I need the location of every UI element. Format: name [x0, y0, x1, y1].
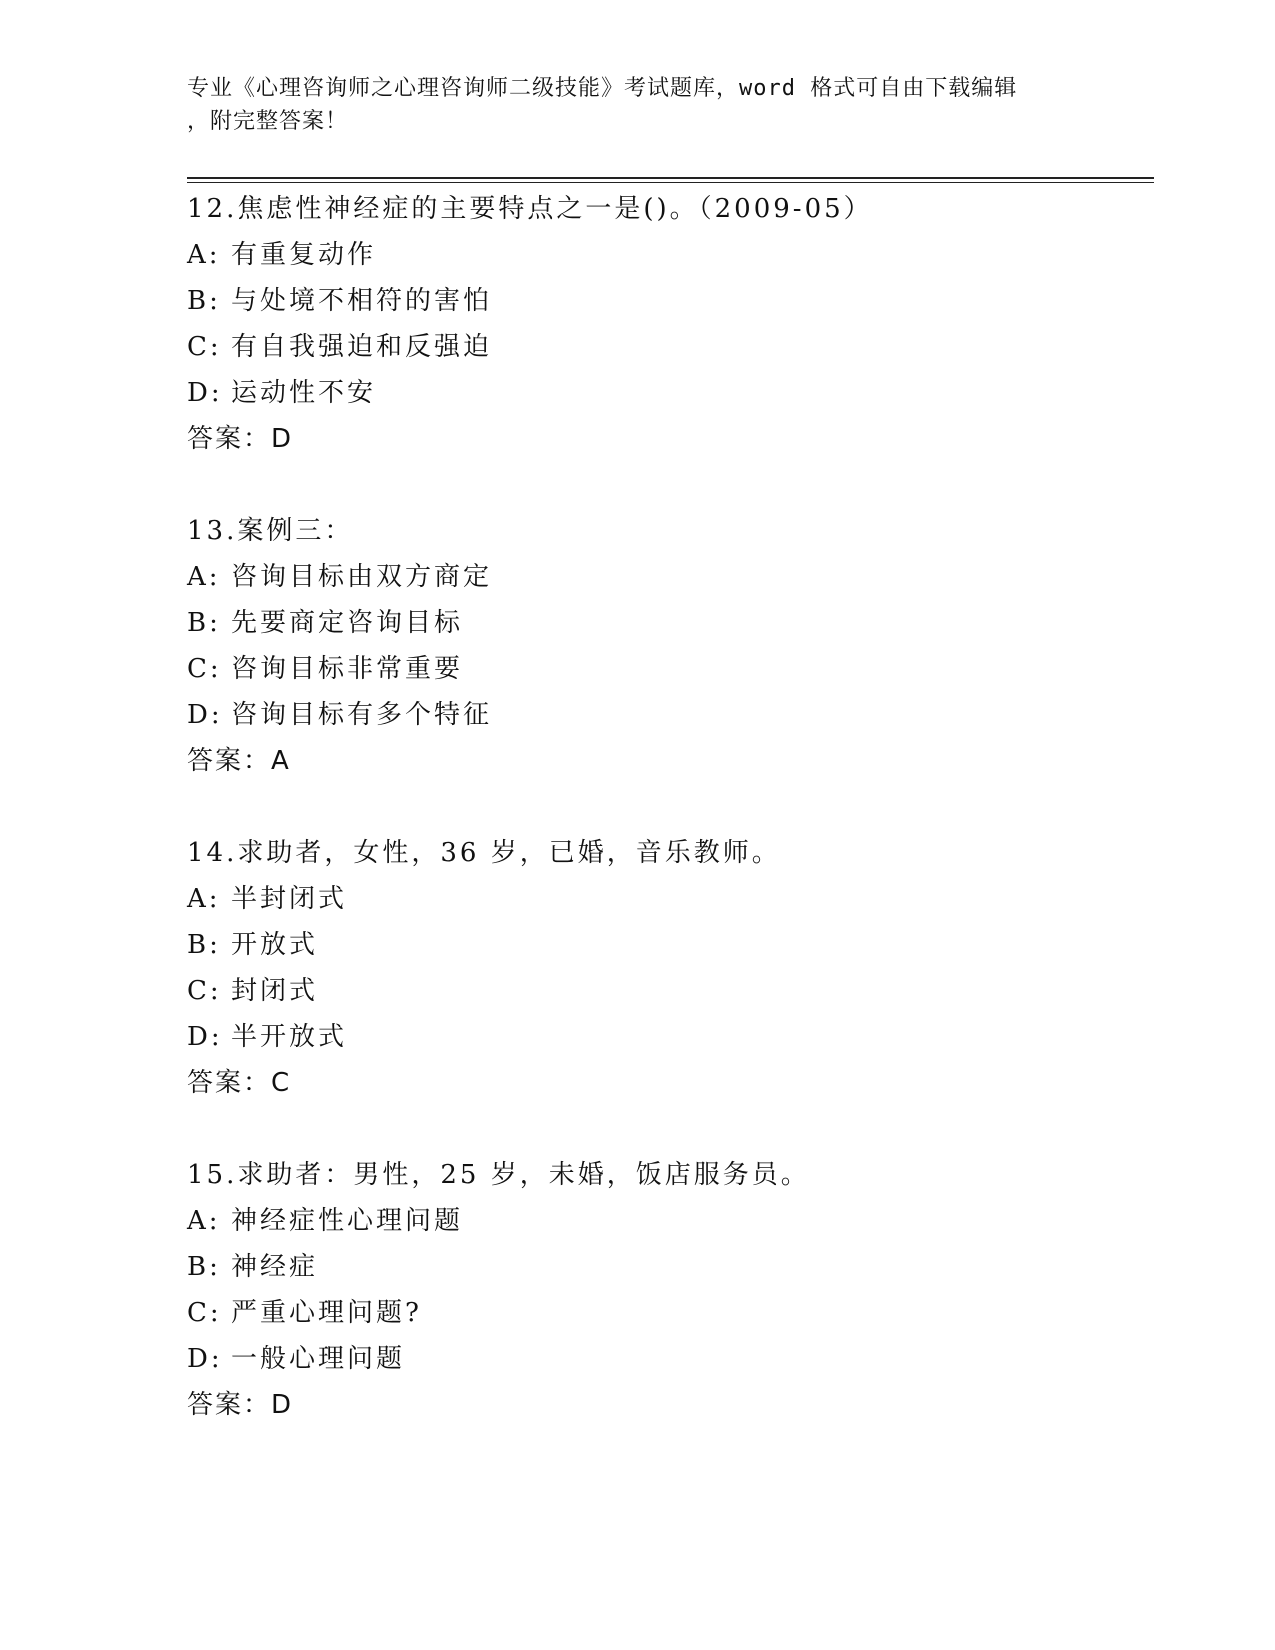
option-letter: B: [187, 286, 221, 316]
option-text: 运动性不安 [231, 378, 377, 408]
option-d [187, 1336, 1137, 1382]
question-stem: 12.焦虑性神经症的主要特点之一是()。（2009-05） [187, 194, 873, 224]
question-13 [187, 508, 1137, 784]
document-header [187, 72, 1087, 138]
header-line-1: 专业《心理咨询师之心理咨询师二级技能》考试题库，word 格式可自由下载编辑 [187, 76, 1018, 101]
answer: 答案：D [187, 1390, 294, 1420]
header-line-2: ，附完整答案！ [187, 109, 349, 134]
option-letter: D: [187, 378, 223, 408]
header-divider-thin [187, 182, 1154, 183]
option-text: 开放式 [231, 930, 319, 960]
question-stem: 13.案例三： [187, 516, 354, 546]
question-stem: 15.求助者：男性，25 岁，未婚，饭店服务员。 [187, 1160, 810, 1190]
answer: 答案：C [187, 1068, 292, 1098]
option-text: 封闭式 [231, 976, 319, 1006]
option-letter: C: [187, 654, 222, 684]
option-text: 与处境不相符的害怕 [231, 286, 493, 316]
answer: 答案：A [187, 746, 291, 776]
option-d [187, 370, 1137, 416]
option-c [187, 646, 1137, 692]
option-text: 神经症性心理问题 [231, 1206, 464, 1236]
option-letter: D: [187, 1344, 223, 1374]
option-a [187, 1198, 1137, 1244]
option-text: 咨询目标有多个特征 [231, 700, 493, 730]
option-text: 咨询目标非常重要 [231, 654, 464, 684]
option-c [187, 968, 1137, 1014]
option-letter: B: [187, 930, 221, 960]
option-letter: B: [187, 1252, 221, 1282]
question-14 [187, 830, 1137, 1106]
option-letter: D: [187, 700, 223, 730]
option-text: 神经症 [231, 1252, 319, 1282]
option-b [187, 922, 1137, 968]
option-letter: B: [187, 608, 221, 638]
option-letter: C: [187, 1298, 222, 1328]
option-d [187, 1014, 1137, 1060]
option-text: 半封闭式 [231, 884, 348, 914]
option-letter: D: [187, 1022, 223, 1052]
option-letter: C: [187, 332, 222, 362]
option-a [187, 554, 1137, 600]
option-b [187, 600, 1137, 646]
header-divider-thick [187, 177, 1154, 179]
question-stem: 14.求助者，女性，36 岁，已婚，音乐教师。 [187, 838, 781, 868]
option-b [187, 1244, 1137, 1290]
option-c [187, 324, 1137, 370]
question-12 [187, 186, 1137, 462]
option-a [187, 876, 1137, 922]
option-text: 咨询目标由双方商定 [231, 562, 493, 592]
option-letter: A: [187, 240, 221, 270]
option-letter: C: [187, 976, 222, 1006]
option-a [187, 232, 1137, 278]
option-text: 严重心理问题? [231, 1298, 422, 1328]
option-text: 先要商定咨询目标 [231, 608, 464, 638]
question-15 [187, 1152, 1137, 1428]
option-letter: A: [187, 562, 221, 592]
option-letter: A: [187, 884, 221, 914]
option-text: 一般心理问题 [231, 1344, 406, 1374]
option-b [187, 278, 1137, 324]
option-letter: A: [187, 1206, 221, 1236]
option-d [187, 692, 1137, 738]
option-text: 半开放式 [231, 1022, 348, 1052]
option-text: 有自我强迫和反强迫 [231, 332, 493, 362]
option-c [187, 1290, 1137, 1336]
answer: 答案：D [187, 424, 294, 454]
option-text: 有重复动作 [231, 240, 377, 270]
